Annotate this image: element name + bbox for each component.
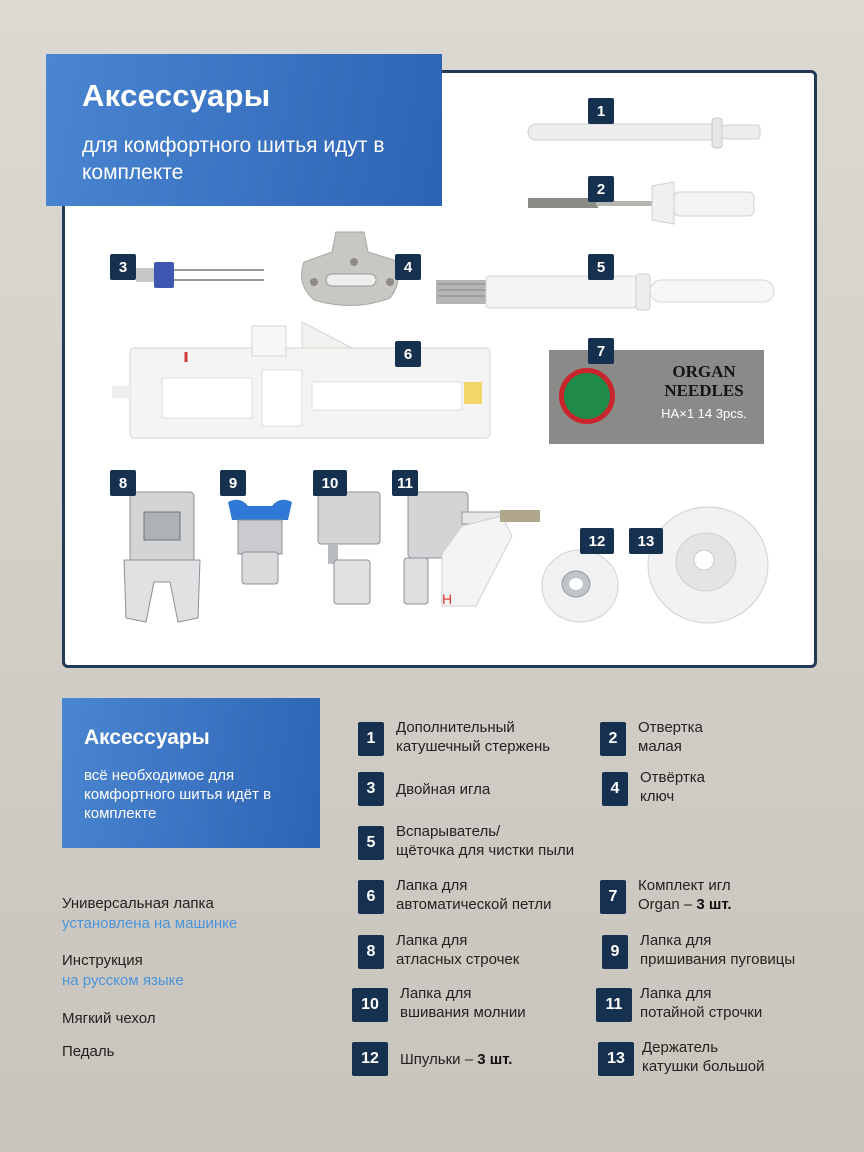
- legend-item-10: [352, 985, 526, 1022]
- legend-line2: пришивания пуговицы: [640, 951, 796, 968]
- legend-line1: Лапка для: [396, 932, 468, 949]
- legend-number: 13: [598, 1042, 634, 1076]
- badge-6: 6: [395, 341, 421, 367]
- legend-line2: автоматической петли: [396, 896, 552, 913]
- zipper-foot-image: [316, 490, 382, 608]
- legend-number: 11: [596, 988, 632, 1022]
- legend-item-7: [600, 877, 732, 914]
- badge-5: 5: [588, 254, 614, 280]
- legend-item-1: [358, 719, 551, 756]
- legend-line2: атласных строчек: [396, 951, 520, 968]
- legend-text: [640, 931, 795, 969]
- note-soft-cover: [62, 1009, 156, 1029]
- badge-10: 10: [313, 470, 347, 496]
- legend-number: 6: [358, 880, 384, 914]
- sub-hero-subtitle: всё необходимое для комфортного шитья идёт в комплекте: [84, 767, 272, 822]
- badge-9: 9: [220, 470, 246, 496]
- note-manual-main: Инструкция: [62, 952, 143, 969]
- note-manual: [62, 951, 184, 991]
- badge-3: 3: [110, 254, 136, 280]
- legend-number: 3: [358, 772, 384, 806]
- legend-line2: щёточка для чистки пыли: [396, 842, 575, 859]
- legend-line2: вшивания молнии: [400, 1004, 526, 1021]
- legend-item-6: [358, 877, 552, 914]
- button-foot-image: [226, 494, 294, 588]
- legend-text: [638, 718, 703, 756]
- needle-pack-logo: [559, 368, 615, 424]
- legend-line1: Вспарыватель/: [396, 823, 501, 840]
- legend-item-8: [358, 932, 520, 969]
- legend-line1-text: Шпульки –: [400, 1051, 478, 1068]
- legend-text: [640, 984, 762, 1022]
- legend-line1: [400, 1050, 512, 1069]
- legend-text: [396, 718, 550, 756]
- legend-line1: Отвертка: [638, 719, 703, 736]
- screwdriver-small-image: [524, 178, 764, 230]
- legend-line1: Двойная игла: [396, 781, 491, 798]
- legend-line1: Отвёртка: [640, 769, 705, 786]
- sub-hero-banner: [62, 698, 320, 848]
- legend-number: 9: [602, 935, 628, 969]
- badge-12: 12: [580, 528, 614, 554]
- hero-subtitle: для комфортного шитья идут в комплекте: [82, 134, 385, 184]
- legend-line2: малая: [638, 738, 682, 755]
- legend-item-9: [602, 932, 796, 969]
- twin-needle-image: [136, 258, 270, 292]
- badge-7: 7: [588, 338, 614, 364]
- legend-line1: Лапка для: [396, 877, 468, 894]
- badge-1: 1: [588, 98, 614, 124]
- legend-number: 5: [358, 826, 384, 860]
- badge-11: 11: [392, 470, 418, 496]
- needle-pack-brand-line2: NEEDLES: [664, 381, 744, 400]
- svg-text:H: H: [442, 591, 453, 607]
- note-universal-foot: [62, 894, 237, 934]
- legend-number: 4: [602, 772, 628, 806]
- note-pedal: [62, 1042, 114, 1062]
- legend-text: [396, 822, 574, 860]
- legend-line2: катушки большой: [642, 1058, 765, 1075]
- legend-line2-text: Organ –: [638, 896, 697, 913]
- note-universal-foot-main: Универсальная лапка: [62, 895, 214, 912]
- bobbin-image: [540, 548, 620, 624]
- legend-text: [638, 876, 732, 914]
- legend-number: 1: [358, 722, 384, 756]
- legend-line1: Лапка для: [640, 985, 712, 1002]
- needle-pack-image: [549, 350, 764, 444]
- note-universal-foot-accent: установлена на машинке: [62, 915, 238, 932]
- legend-item-3: [358, 772, 490, 806]
- legend-item-13: [598, 1039, 765, 1076]
- badge-8: 8: [110, 470, 136, 496]
- legend-text: [640, 768, 705, 806]
- spool-holder-image: [646, 504, 770, 626]
- sub-hero-title: Аксессуары: [84, 726, 210, 749]
- legend-item-12: [352, 1042, 512, 1076]
- blind-hem-foot-image: [402, 486, 548, 610]
- legend-bold-count: 3 шт.: [477, 1051, 513, 1068]
- legend-line1: Дополнительный: [396, 719, 515, 736]
- badge-13: 13: [629, 528, 663, 554]
- legend-text: [396, 780, 490, 799]
- legend-item-4: [602, 769, 705, 806]
- legend-number: 10: [352, 988, 388, 1022]
- needle-pack-brand: [649, 362, 759, 400]
- legend-item-5: [358, 823, 575, 860]
- legend-text: [400, 1050, 512, 1069]
- satin-stitch-foot-image: [122, 490, 202, 626]
- buttonhole-foot-image: [112, 322, 512, 444]
- hero-title: Аксессуары: [82, 78, 271, 113]
- note-soft-cover-main: Мягкий чехол: [62, 1010, 156, 1027]
- legend-text: [400, 984, 526, 1022]
- legend-number: 8: [358, 935, 384, 969]
- legend-item-2: [600, 719, 703, 756]
- legend-line1: Держатель: [642, 1039, 719, 1056]
- note-pedal-main: Педаль: [62, 1043, 115, 1060]
- legend-line2: ключ: [640, 788, 675, 805]
- legend-bold-count: 3 шт.: [696, 896, 732, 913]
- needle-pack-brand-line1: ORGAN: [672, 362, 736, 381]
- legend-line2: [638, 895, 732, 914]
- spool-pin-image: [524, 114, 764, 154]
- legend-line1: Комплект игл: [638, 877, 731, 894]
- legend-item-11: [596, 985, 763, 1022]
- legend-text: [642, 1038, 765, 1076]
- badge-2: 2: [588, 176, 614, 202]
- needle-pack-spec: HA×1 14 3pcs.: [661, 406, 747, 421]
- legend-line1: Лапка для: [400, 985, 472, 1002]
- legend-number: 2: [600, 722, 626, 756]
- legend-text: [396, 931, 519, 969]
- legend-line2: катушечный стержень: [396, 738, 551, 755]
- hero-banner: [46, 54, 442, 206]
- screwdriver-key-image: [294, 228, 404, 312]
- badge-4: 4: [395, 254, 421, 280]
- note-manual-accent: на русском языке: [62, 972, 184, 989]
- legend-number: 12: [352, 1042, 388, 1076]
- legend-text: [396, 876, 552, 914]
- legend-number: 7: [600, 880, 626, 914]
- legend-line2: потайной строчки: [640, 1004, 763, 1021]
- legend-line1: Лапка для: [640, 932, 712, 949]
